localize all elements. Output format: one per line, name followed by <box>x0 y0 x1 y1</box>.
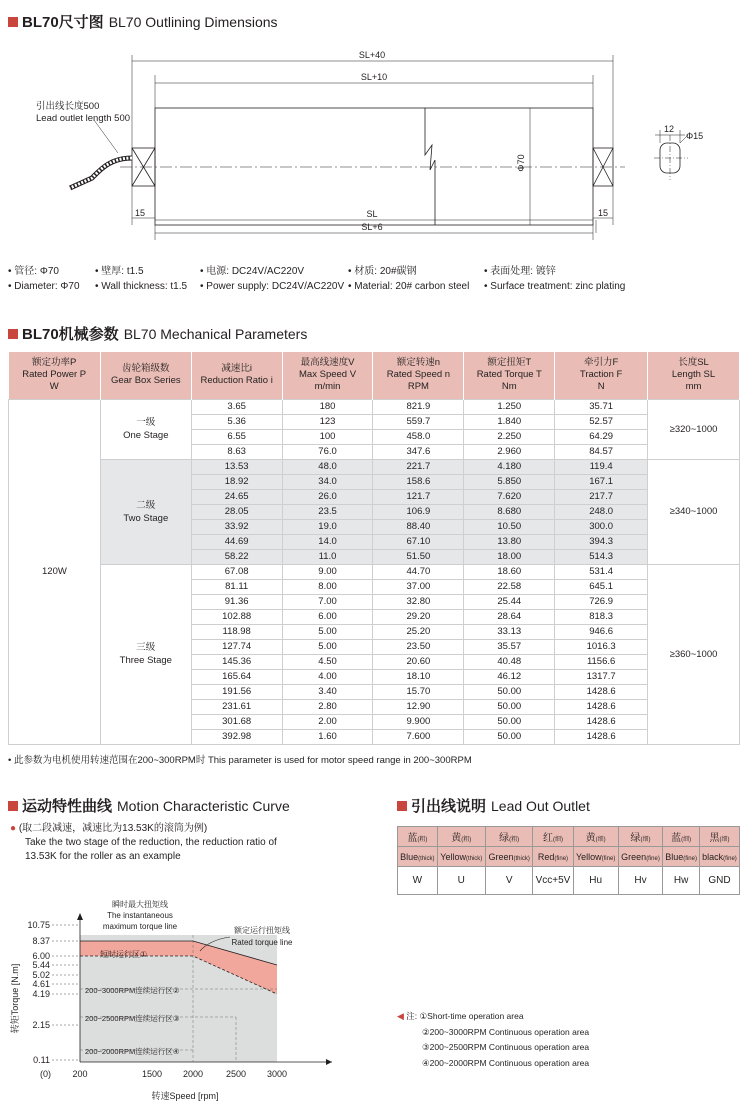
table-cell: 84.57 <box>555 444 648 459</box>
table-cell: 6.00 <box>282 609 373 624</box>
wire-color-en: Blue(fine) <box>663 847 700 867</box>
instant-torque-en2: maximum torque line <box>102 922 178 931</box>
dim-12: 12 <box>664 124 675 134</box>
outlet-table <box>397 826 740 895</box>
table-cell: 248.0 <box>555 504 648 519</box>
wire-signal: Hu <box>573 867 618 895</box>
table-cell: 18.60 <box>464 564 555 579</box>
table-cell: 2.00 <box>282 714 373 729</box>
x-tick-label: 2000 <box>182 1069 204 1079</box>
table-cell: 946.6 <box>555 624 648 639</box>
note-1: ①Short-time operation area <box>419 1011 524 1021</box>
table-cell: 8.680 <box>464 504 555 519</box>
outline-drawing <box>0 30 750 245</box>
table-cell: 20.60 <box>373 654 464 669</box>
table-cell: 221.7 <box>373 459 464 474</box>
arrow-left-icon: ◀ <box>397 1011 404 1021</box>
dim-sl: SL <box>366 209 378 219</box>
table-cell: 645.1 <box>555 579 648 594</box>
table-cell: 11.0 <box>282 549 373 564</box>
table-cell: 13.53 <box>191 459 282 474</box>
table-cell: 9.900 <box>373 714 464 729</box>
table-cell: 818.3 <box>555 609 648 624</box>
table-cell: 1.60 <box>282 729 373 744</box>
header-ratio: 减速比i Reduction Ratio i <box>191 352 282 399</box>
table-cell: 100 <box>282 429 373 444</box>
outline-title-en: BL70 Outlining Dimensions <box>108 13 278 30</box>
table-cell: 123 <box>282 414 373 429</box>
x-tick-label: 200 <box>72 1069 88 1079</box>
outlet-row-values <box>398 867 740 895</box>
header-rated-speed: 额定转速n Rated Speed n RPM <box>373 352 464 399</box>
header-max-speed: 最高线速度V Max Speed V m/min <box>282 352 373 399</box>
table-cell: 5.36 <box>191 414 282 429</box>
table-cell: 13.80 <box>464 534 555 549</box>
table-cell: 2.960 <box>464 444 555 459</box>
y-tick-label: 5.44 <box>32 960 50 970</box>
params-body <box>9 399 740 744</box>
curve-title-cn: 运动特性曲线 <box>22 798 113 815</box>
note-4: ④200~2000RPM Continuous operation area <box>422 1057 590 1068</box>
table-cell: 26.0 <box>282 489 373 504</box>
roller-body <box>155 108 593 225</box>
table-cell: 1317.7 <box>555 669 648 684</box>
note-3: ③200~2500RPM Continuous operation area <box>422 1042 590 1052</box>
table-cell: 50.00 <box>464 699 555 714</box>
table-cell: 64.29 <box>555 429 648 444</box>
table-cell: 106.9 <box>373 504 464 519</box>
table-cell: 347.6 <box>373 444 464 459</box>
outlet-title-en: Lead Out Outlet <box>491 797 590 814</box>
section-marker <box>397 801 407 811</box>
table-cell: 50.00 <box>464 729 555 744</box>
table-cell: 8.00 <box>282 579 373 594</box>
x-tick-label: 2500 <box>225 1069 247 1079</box>
section-marker <box>8 329 18 339</box>
header-gearbox: 齿轮箱级数 Gear Box Series <box>100 352 191 399</box>
params-title-en: BL70 Mechanical Parameters <box>123 325 308 342</box>
table-cell: 4.180 <box>464 459 555 474</box>
wire-signal: U <box>437 867 485 895</box>
params-note: • 此参数为电机使用转速范围在200~300RPM时 This parameter is used for motor speed range in 200~300RPM <box>8 755 472 766</box>
motion-curve-chart <box>0 895 390 1119</box>
table-cell: 821.9 <box>373 399 464 414</box>
header-power: 额定功率P Rated Power P W <box>9 352 101 399</box>
table-cell: 40.48 <box>464 654 555 669</box>
curve-section-title <box>8 795 290 816</box>
rated-torque-en: Rated torque line <box>231 938 293 947</box>
table-cell: 217.7 <box>555 489 648 504</box>
wire-color-en: Yellow(thick) <box>437 847 485 867</box>
table-cell: 1.250 <box>464 399 555 414</box>
table-cell: 58.22 <box>191 549 282 564</box>
table-cell: 35.57 <box>464 639 555 654</box>
table-cell: 1428.6 <box>555 714 648 729</box>
spec-diameter: • 管径: Φ70 • Diameter: Φ70 <box>8 266 80 292</box>
instant-torque-en1: The instantaneous <box>107 911 173 920</box>
table-cell: 67.10 <box>373 534 464 549</box>
origin-label: (0) <box>40 1069 51 1079</box>
table-cell: 25.44 <box>464 594 555 609</box>
table-cell: 35.71 <box>555 399 648 414</box>
table-cell: 3.65 <box>191 399 282 414</box>
table-cell: 394.3 <box>555 534 648 549</box>
table-cell: 145.36 <box>191 654 282 669</box>
table-cell: 4.50 <box>282 654 373 669</box>
table-cell: 1428.6 <box>555 684 648 699</box>
spec-material: • 材质: 20#碳钢 • Material: 20# carbon steel <box>348 266 470 292</box>
gearbox-stage-cell: 二级 Two Stage <box>100 459 191 564</box>
length-cell: ≥340~1000 <box>648 459 740 564</box>
wire-color-en: Yellow(fine) <box>573 847 618 867</box>
table-cell: 44.70 <box>373 564 464 579</box>
table-cell: 119.4 <box>555 459 648 474</box>
table-cell: 4.00 <box>282 669 373 684</box>
length-cell: ≥360~1000 <box>648 564 740 744</box>
table-cell: 726.9 <box>555 594 648 609</box>
table-cell: 231.61 <box>191 699 282 714</box>
zone2-label: 200~3000RPM连续运行区② <box>85 986 180 995</box>
table-cell: 12.90 <box>373 699 464 714</box>
table-cell: 28.05 <box>191 504 282 519</box>
table-cell: 5.00 <box>282 639 373 654</box>
length-cell: ≥320~1000 <box>648 399 740 459</box>
params-section-title <box>8 323 307 344</box>
outline-title-cn: BL70尺寸图 <box>22 14 104 31</box>
y-axis-arrow-icon <box>77 913 83 920</box>
table-cell: 9.00 <box>282 564 373 579</box>
table-cell: 18.10 <box>373 669 464 684</box>
table-cell: 167.1 <box>555 474 648 489</box>
wire-color-cn: 黄(细) <box>573 827 618 847</box>
table-cell: 5.00 <box>282 624 373 639</box>
bullet-icon: ● <box>10 823 17 834</box>
table-cell: 28.64 <box>464 609 555 624</box>
table-cell: 50.00 <box>464 714 555 729</box>
table-cell: 559.7 <box>373 414 464 429</box>
outlet-section-title <box>397 795 590 816</box>
dim-sl6: SL+6 <box>361 222 383 232</box>
dim-sl40: SL+40 <box>358 50 386 60</box>
table-cell: 19.0 <box>282 519 373 534</box>
wire-color-cn: 黑(细) <box>699 827 739 847</box>
table-cell: 23.5 <box>282 504 373 519</box>
table-cell: 37.00 <box>373 579 464 594</box>
curve-title-en: Motion Characteristic Curve <box>117 797 290 814</box>
table-cell: 3.40 <box>282 684 373 699</box>
table-cell: 8.63 <box>191 444 282 459</box>
outline-section-title <box>8 11 278 32</box>
table-cell: 23.50 <box>373 639 464 654</box>
outlet-row-en <box>398 847 740 867</box>
table-cell: 50.00 <box>464 684 555 699</box>
table-cell: 51.50 <box>373 549 464 564</box>
table-cell: 2.80 <box>282 699 373 714</box>
table-cell: 32.80 <box>373 594 464 609</box>
dim-phi70: Φ70 <box>516 154 526 172</box>
y-tick-label: 4.61 <box>32 979 50 989</box>
y-tick-label: 10.75 <box>27 920 50 930</box>
y-tick-label: 6.00 <box>32 951 50 961</box>
wire-color-en: Red(fine) <box>533 847 573 867</box>
y-tick-label: 8.37 <box>32 936 50 946</box>
table-cell: 10.50 <box>464 519 555 534</box>
wire-color-en: black(fine) <box>699 847 739 867</box>
y-tick-label: 5.02 <box>32 970 50 980</box>
table-cell: 1.840 <box>464 414 555 429</box>
wire-color-cn: 蓝(粗) <box>398 827 438 847</box>
table-cell: 25.20 <box>373 624 464 639</box>
spec-wall-thickness: • 壁厚: t1.5 • Wall thickness: t1.5 <box>95 266 188 292</box>
table-cell: 48.0 <box>282 459 373 474</box>
wire-signal: W <box>398 867 438 895</box>
table-cell: 6.55 <box>191 429 282 444</box>
table-cell: 102.88 <box>191 609 282 624</box>
table-row <box>9 564 740 579</box>
spec-power-supply: • 电源: DC24V/AC220V • Power supply: DC24V/AC220V <box>200 266 345 292</box>
table-cell: 165.64 <box>191 669 282 684</box>
instant-torque-cn: 瞬时最大扭矩线 <box>112 900 168 909</box>
wire-color-cn: 绿(细) <box>618 827 663 847</box>
table-cell: 392.98 <box>191 729 282 744</box>
table-cell: 301.68 <box>191 714 282 729</box>
table-cell: 46.12 <box>464 669 555 684</box>
wire-color-cn: 黄(粗) <box>437 827 485 847</box>
x-axis-arrow-icon <box>326 1059 332 1065</box>
notes-label: 注: <box>406 1011 418 1021</box>
note-2: ②200~3000RPM Continuous operation area <box>422 1026 590 1037</box>
lead-length-en: Lead outlet length 500 <box>36 113 131 124</box>
table-cell: 33.13 <box>464 624 555 639</box>
header-traction: 牵引力F Traction F N <box>555 352 648 399</box>
curve-description: ● (取二段减速，减速比为13.53K的滚筒为例) Take the two stage of the reduction, the reduction ratio of 13.53K for the roller as an example <box>10 823 277 862</box>
table-cell: 22.58 <box>464 579 555 594</box>
table-cell: 1428.6 <box>555 729 648 744</box>
spec-surface: • 表面处理: 镀锌 • Surface treatment: zinc plating <box>484 266 626 292</box>
table-cell: 158.6 <box>373 474 464 489</box>
table-cell: 34.0 <box>282 474 373 489</box>
table-cell: 1016.3 <box>555 639 648 654</box>
table-cell: 18.92 <box>191 474 282 489</box>
dim-15-left: 15 <box>135 208 146 218</box>
zone3-label: 200~2500RPM连续运行区③ <box>85 1014 180 1023</box>
table-cell: 24.65 <box>191 489 282 504</box>
y-axis-title: 转矩Torque [N.m] <box>10 963 20 1034</box>
table-cell: 1428.6 <box>555 699 648 714</box>
table-cell: 44.69 <box>191 534 282 549</box>
table-cell: 7.00 <box>282 594 373 609</box>
table-cell: 76.0 <box>282 444 373 459</box>
table-cell: 52.57 <box>555 414 648 429</box>
table-cell: 191.56 <box>191 684 282 699</box>
table-row <box>9 459 740 474</box>
table-cell: 127.74 <box>191 639 282 654</box>
table-row <box>9 399 740 414</box>
lead-length-cn: 引出线长度500 <box>36 101 100 112</box>
wire-signal: V <box>485 867 533 895</box>
params-header-row <box>9 352 740 399</box>
table-cell: 514.3 <box>555 549 648 564</box>
table-cell: 300.0 <box>555 519 648 534</box>
table-cell: 180 <box>282 399 373 414</box>
outlet-title-cn: 引出线说明 <box>411 798 487 815</box>
zone1-label: 短时运行区① <box>100 950 148 959</box>
y-tick-label: 0.11 <box>33 1055 50 1065</box>
section-marker <box>8 17 18 27</box>
wire-signal: Hv <box>618 867 663 895</box>
dim-sl10: SL+10 <box>360 72 388 82</box>
table-cell: 81.11 <box>191 579 282 594</box>
wire-color-cn: 红(细) <box>533 827 573 847</box>
y-tick-label: 4.19 <box>32 989 50 999</box>
x-tick-label: 1500 <box>141 1069 163 1079</box>
table-cell: 91.36 <box>191 594 282 609</box>
params-title-cn: BL70机械参数 <box>22 326 119 343</box>
wire-signal: Vcc+5V <box>533 867 573 895</box>
y-tick-label: 2.15 <box>32 1020 50 1030</box>
table-cell: 33.92 <box>191 519 282 534</box>
wire-color-en: Green(thick) <box>485 847 533 867</box>
gearbox-stage-cell: 一级 One Stage <box>100 399 191 459</box>
wire-color-en: Green(fine) <box>618 847 663 867</box>
table-cell: 29.20 <box>373 609 464 624</box>
power-cell: 120W <box>9 399 101 744</box>
wire-color-cn: 绿(粗) <box>485 827 533 847</box>
x-tick-label: 3000 <box>266 1069 288 1079</box>
wire-signal: GND <box>699 867 739 895</box>
table-cell: 1156.6 <box>555 654 648 669</box>
section-marker <box>8 801 18 811</box>
table-cell: 14.0 <box>282 534 373 549</box>
wire-signal: Hw <box>663 867 700 895</box>
table-cell: 7.600 <box>373 729 464 744</box>
x-axis-title: 转速Speed [rpm] <box>151 1091 219 1101</box>
table-cell: 18.00 <box>464 549 555 564</box>
rated-torque-cn: 额定运行扭矩线 <box>234 926 290 935</box>
wire-color-en: Blue(thick) <box>398 847 438 867</box>
outlet-notes <box>397 1009 589 1071</box>
zone4-label: 200~2000RPM连续运行区④ <box>85 1047 180 1056</box>
table-cell: 7.620 <box>464 489 555 504</box>
outlet-row-cn <box>398 827 740 847</box>
table-cell: 458.0 <box>373 429 464 444</box>
dim-phi15: Φ15 <box>686 131 704 141</box>
dim-15-right: 15 <box>598 208 609 218</box>
table-cell: 67.08 <box>191 564 282 579</box>
table-cell: 118.98 <box>191 624 282 639</box>
header-length: 长度SL Length SL mm <box>648 352 740 399</box>
header-rated-torque: 额定扭矩T Rated Torque T Nm <box>464 352 555 399</box>
table-cell: 531.4 <box>555 564 648 579</box>
table-cell: 2.250 <box>464 429 555 444</box>
params-table <box>8 352 740 745</box>
table-cell: 121.7 <box>373 489 464 504</box>
table-cell: 5.850 <box>464 474 555 489</box>
wire-color-cn: 蓝(细) <box>663 827 700 847</box>
table-cell: 88.40 <box>373 519 464 534</box>
gearbox-stage-cell: 三级 Three Stage <box>100 564 191 744</box>
table-cell: 15.70 <box>373 684 464 699</box>
